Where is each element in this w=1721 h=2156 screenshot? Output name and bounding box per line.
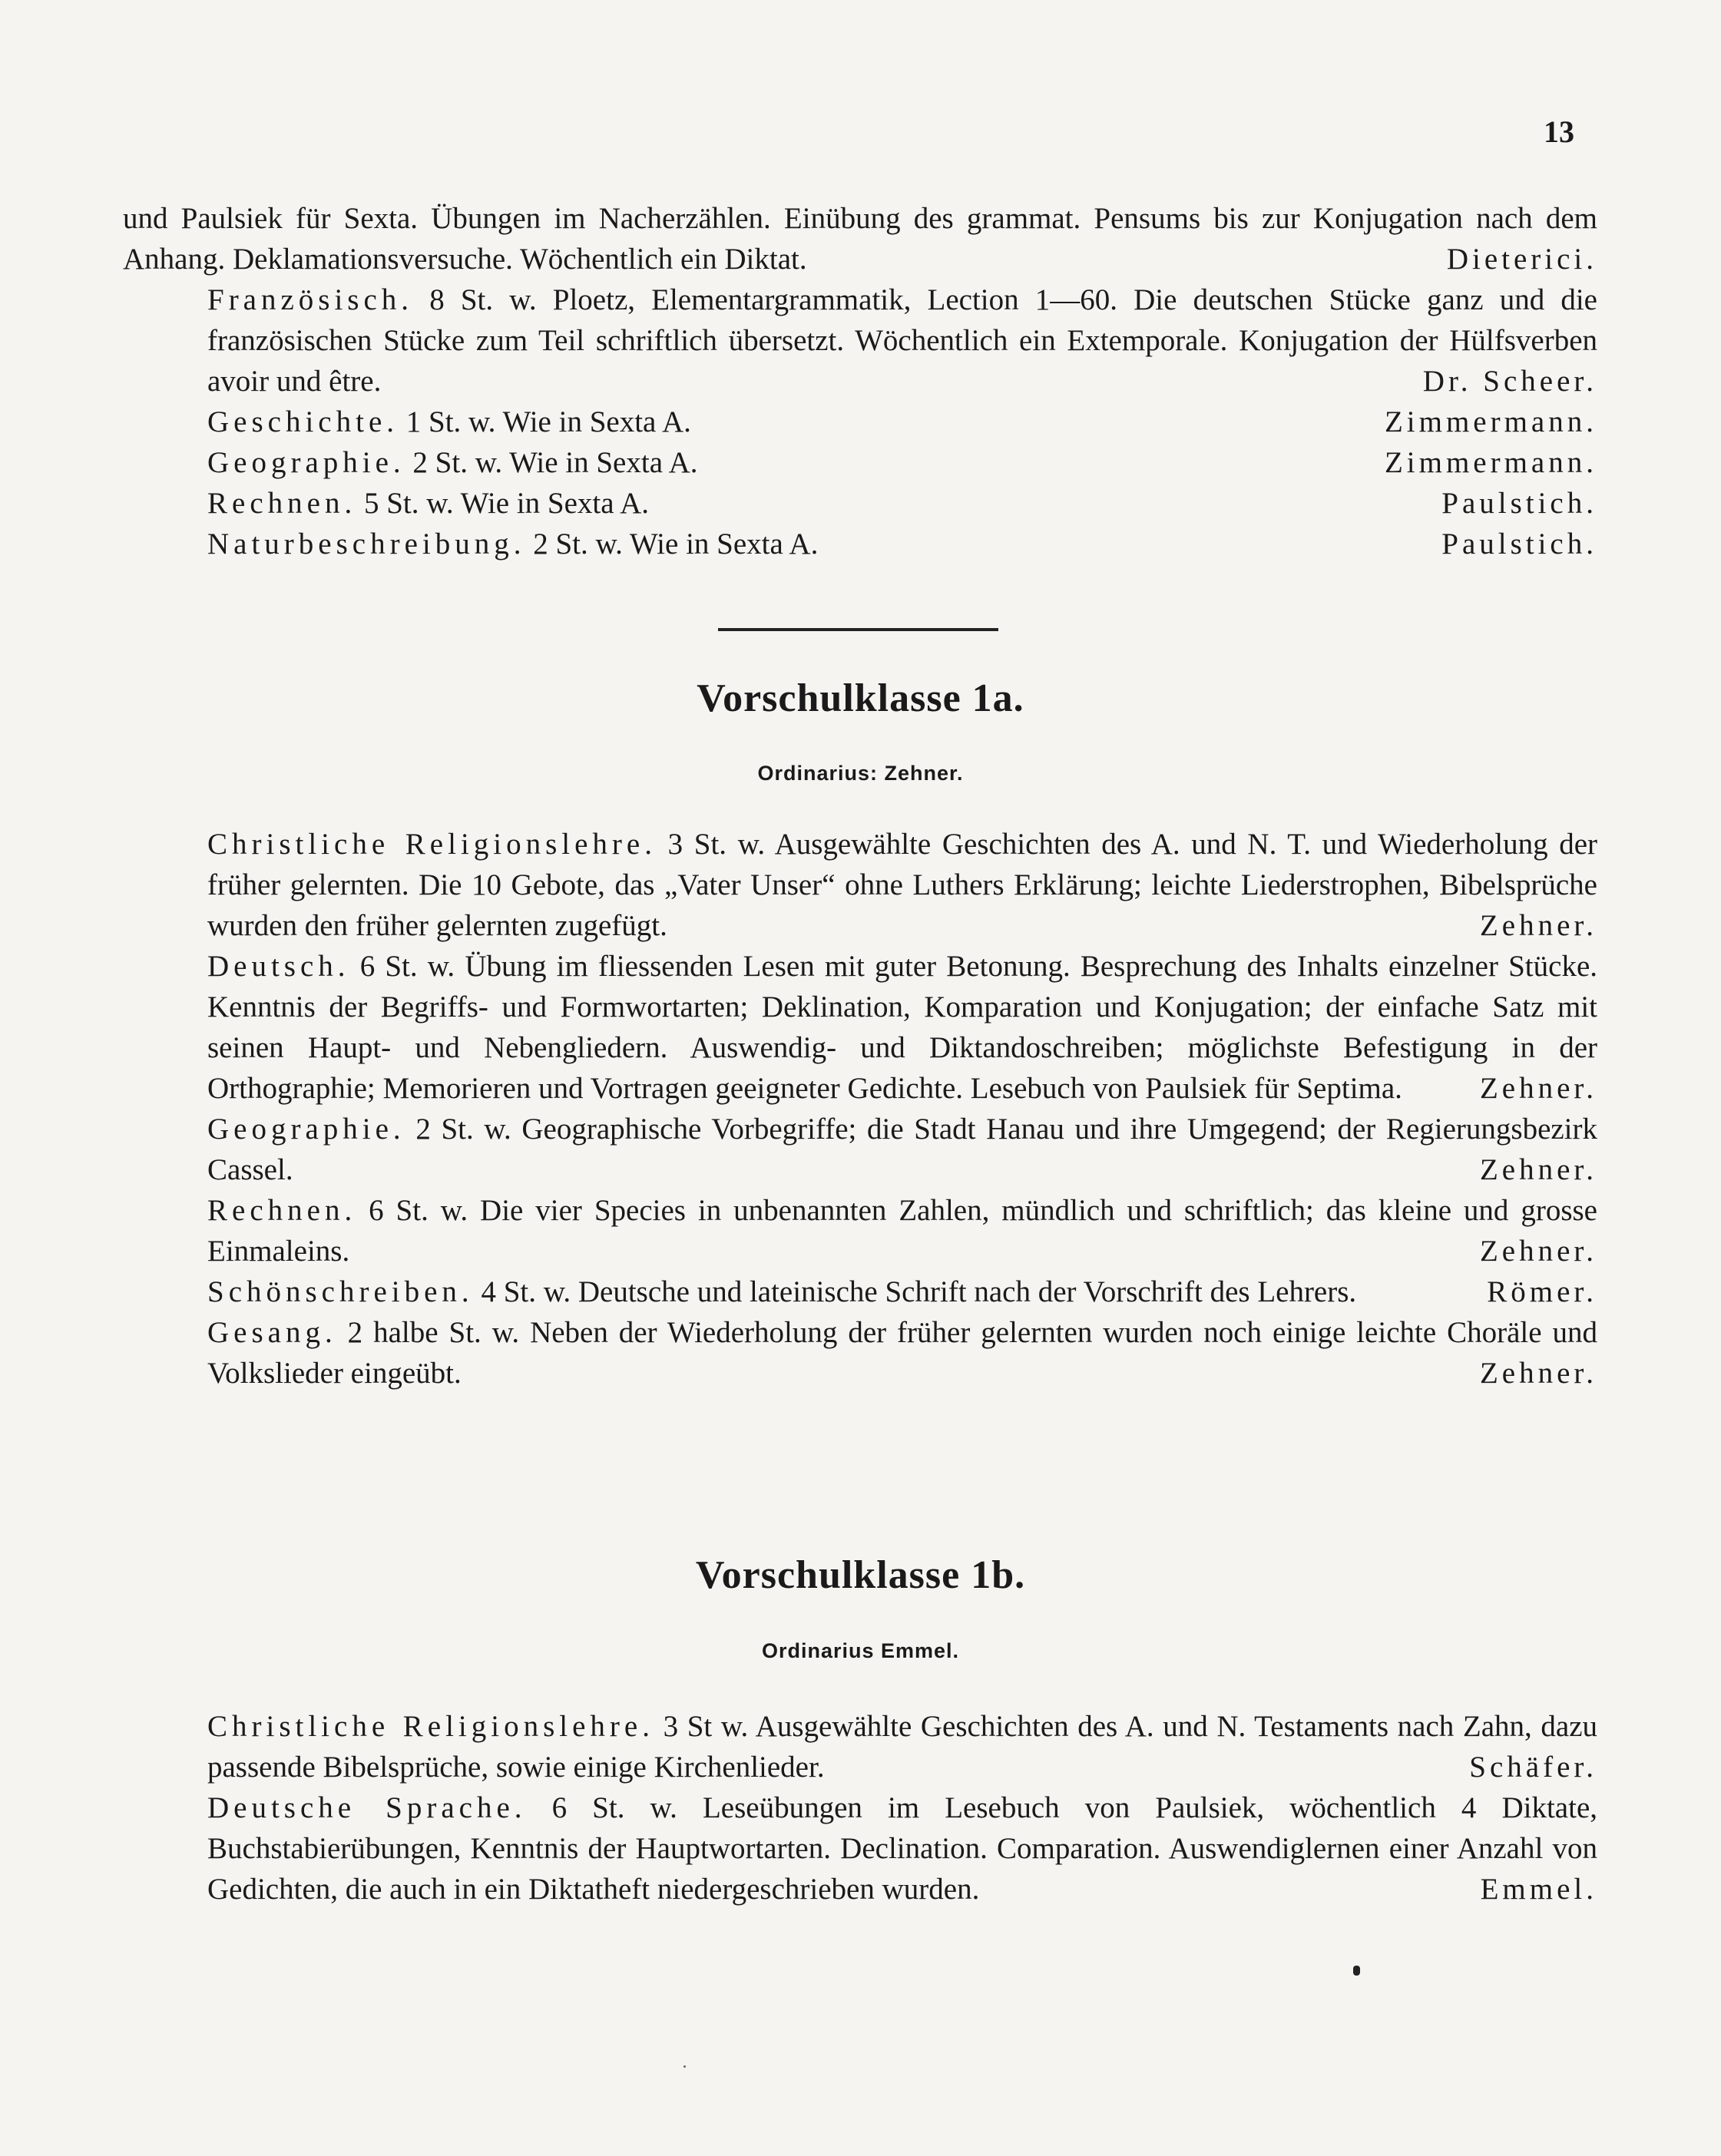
teacher-signature: Zehner.: [1479, 1235, 1597, 1268]
paragraph-text: 6 St. w. Leseübungen im Lesebuch von Paulsiek, wöchentlich 4 Diktate, Buchstabierübungen, Kenntnis der Hauptwortarten. Declination. Comparation. Auswendiglernen einer Anzahl von Gedichten, die auch in ein Diktatheft niedergeschrieben wurden.: [207, 1791, 1597, 1906]
section-heading-1b: Vorschulklasse 1b.: [695, 1553, 1026, 1597]
paragraph-text: 6 St. w. Die vier Species in unbenannten Zahlen, mündlich und schriftlich; das kleine und grosse Einmaleins.: [207, 1194, 1597, 1268]
subject-row: [123, 402, 1597, 442]
ordinarius-1a: Ordinarius: Zehner.: [757, 762, 964, 785]
ink-speck: [683, 2065, 686, 2068]
teacher-signature: Zimmermann.: [1384, 405, 1597, 438]
paragraph-deutsch: [123, 946, 1597, 1109]
teacher-signature: Paulstich.: [1441, 487, 1597, 520]
paragraph-text: und Paulsiek für Sexta. Übungen im Nacherzählen. Einübung des grammat. Pensums bis zur Konjugation nach dem Anhang. Deklamationsversuche. Wöchentlich ein Diktat.: [123, 202, 1597, 276]
paragraph-schoenschreiben: [123, 1271, 1597, 1312]
ordinarius-1b: Ordinarius Emmel.: [761, 1639, 960, 1662]
teacher-signature: Zehner.: [1479, 1357, 1597, 1390]
paragraph-franzoesisch: [123, 279, 1597, 402]
paragraph-text: 3 St. w. Ausgewählte Geschichten des A. und N. T. und Wiederholung der früher gelernten. Die 10 Gebote, das „Vater Unser“ ohne Luthers Erklärung; leichte Liederstrophen, Bibelsprüche wurden den früher gelernten zugefügt.: [207, 828, 1598, 942]
subject-label: Geographie.: [207, 1113, 405, 1146]
subject-row: [123, 483, 1597, 524]
paragraph-deutsche-sprache: [123, 1787, 1597, 1910]
teacher-signature: Römer.: [1487, 1275, 1597, 1308]
paragraph-text: 2 St. w. Geographische Vorbegriffe; die Stadt Hanau und ihre Umgegend; der Regierungsbezirk Cassel.: [207, 1113, 1598, 1186]
subject-label: Französisch.: [207, 283, 414, 316]
paragraph-text: 2 halbe St. w. Neben der Wiederholung der früher gelernten wurden noch einige leichte Choräle und Volkslieder eingeübt.: [207, 1316, 1597, 1390]
paragraph-text: 3 St w. Ausgewählte Geschichten des A. und N. Testaments nach Zahn, dazu passende Bibelsprüche, sowie einige Kirchenlieder.: [207, 1710, 1598, 1784]
teacher-signature: Dieterici.: [1446, 243, 1597, 276]
row-text: 1 St. w. Wie in Sexta A.: [405, 405, 691, 438]
paragraph-religion: [123, 824, 1597, 946]
row-text: 2 St. w. Wie in Sexta A.: [412, 446, 698, 479]
subject-label: Rechnen.: [207, 487, 357, 520]
paragraph-rechnen: [123, 1190, 1597, 1271]
section-1b-body: [123, 1706, 1597, 1910]
paragraph-gesang: [123, 1312, 1597, 1394]
subject-row: [123, 442, 1597, 483]
teacher-signature: Zehner.: [1479, 909, 1597, 942]
subject-row: [123, 524, 1597, 564]
teacher-signature: Dr. Scheer.: [1422, 365, 1597, 398]
section-1a-body: [123, 824, 1597, 1394]
paragraph-text: 6 St. w. Übung im fliessenden Lesen mit guter Betonung. Besprechung des Inhalts einzelner Stücke. Kenntnis der Begriffs- und Formwortarten; Deklination, Komparation und Konjugation; der einfache Satz mit seinen Haupt- und Nebengliedern. Auswendig- und Diktandoschreiben; möglichste Befestigung in der Orthographie; Memorieren und Vortragen geeigneter Gedichte. Lesebuch von Paulsiek für Septima.: [207, 950, 1597, 1105]
top-section: [123, 198, 1597, 564]
subject-label: Deutsch.: [207, 950, 350, 983]
teacher-signature: Paulstich.: [1441, 527, 1597, 560]
paragraph-religion: [123, 1706, 1597, 1787]
ink-mark: [1353, 1966, 1360, 1976]
teacher-signature: Zimmermann.: [1384, 446, 1597, 479]
paragraph-continuation: [123, 198, 1597, 279]
row-text: 2 St. w. Wie in Sexta A.: [533, 527, 819, 560]
subject-label: Deutsche Sprache.: [207, 1791, 527, 1824]
paragraph-text: 8 St. w. Ploetz, Elementargrammatik, Lection 1—60. Die deutschen Stücke ganz und die französischen Stücke zum Teil schriftlich übersetzt. Wöchentlich ein Extemporale. Konjugation der Hülfsverben avoir und être.: [207, 283, 1597, 398]
teacher-signature: Emmel.: [1480, 1873, 1597, 1906]
section-heading-1a: Vorschulklasse 1a.: [697, 676, 1024, 720]
subject-label: Naturbeschreibung.: [207, 527, 526, 560]
subject-label: Gesang.: [207, 1316, 337, 1349]
row-text: 5 St. w. Wie in Sexta A.: [363, 487, 650, 520]
paragraph-geographie: [123, 1109, 1597, 1190]
subject-label: Rechnen.: [207, 1194, 357, 1227]
subject-label: Geographie.: [207, 446, 405, 479]
section-divider: [718, 628, 998, 631]
page-number: 13: [1544, 114, 1574, 149]
subject-label: Christliche Religionslehre.: [207, 828, 657, 861]
teacher-signature: Schäfer.: [1469, 1751, 1597, 1784]
teacher-signature: Zehner.: [1479, 1153, 1597, 1186]
teacher-signature: Zehner.: [1479, 1072, 1597, 1105]
subject-label: Schönschreiben.: [207, 1275, 474, 1308]
paragraph-text: 4 St. w. Deutsche und lateinische Schrift nach der Vorschrift des Lehrers.: [481, 1275, 1357, 1308]
subject-label: Geschichte.: [207, 405, 399, 438]
subject-label: Christliche Religionslehre.: [207, 1710, 654, 1743]
